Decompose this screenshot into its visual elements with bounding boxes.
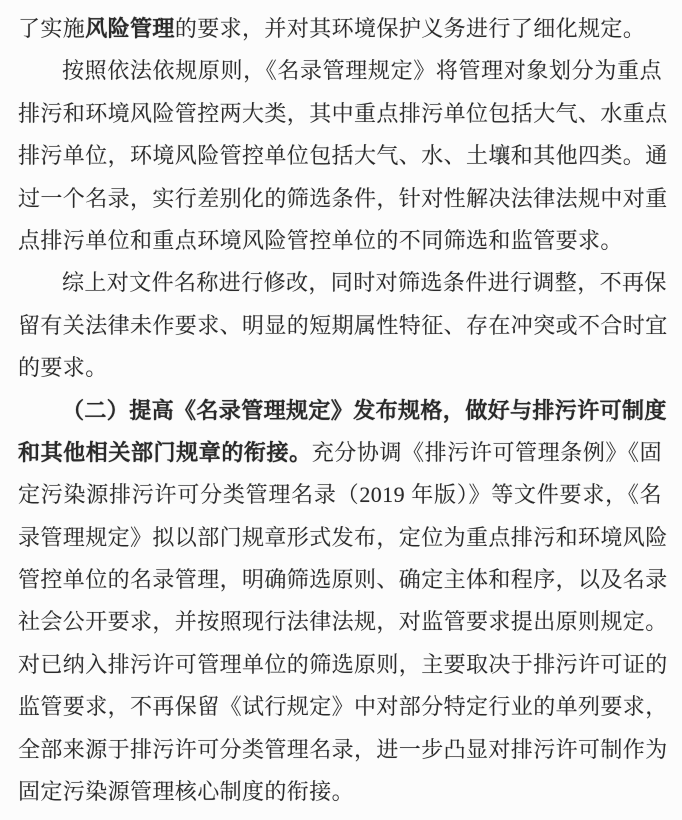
text-line xyxy=(18,644,668,686)
text-run: 的要求，并对其环境保护义务进行了细化规定。 xyxy=(174,16,646,41)
text-run: 排污单位，环境风险管控单位包括大气、水、土壤和其他四类。通 xyxy=(18,143,668,169)
text-line xyxy=(18,729,668,771)
text-line xyxy=(18,135,668,177)
text-run: 按照依法依规原则，《名录管理规定》将管理对象划分为重点 xyxy=(62,58,662,84)
text-run-bold: （二）提高《名录管理规定》发布规格，做好与排污许可制度 xyxy=(62,397,667,423)
text-run: 的要求。 xyxy=(18,355,108,381)
text-run: 点排污单位和重点环境风险管控单位的不同筛选和监管要求。 xyxy=(18,227,623,253)
text-run: 管控单位的名录管理，明确筛选原则、确定主体和程序，以及名录 xyxy=(18,567,668,593)
text-line xyxy=(18,262,667,304)
text-run: 综上对文件名称进行修改，同时对筛选条件进行调整，不再保 xyxy=(62,270,667,296)
text-run: 对已纳入排污许可管理单位的筛选原则，主要取决于排污许可证的 xyxy=(18,651,668,677)
text-line xyxy=(18,305,668,347)
text-run: 排污和环境风险管控两大类，其中重点排污单位包括大气、水重点 xyxy=(18,100,668,126)
text-line xyxy=(18,347,662,389)
text-run: 了实施 xyxy=(18,16,86,41)
text-run: 社会公开要求，并按照现行法律法规，对监管要求提出原则规定。 xyxy=(18,609,668,635)
text-line xyxy=(18,517,668,559)
text-line xyxy=(18,771,662,813)
text-run: 录管理规定》拟以部门规章形式发布，定位为重点排污和环境风险 xyxy=(18,524,668,550)
text-line xyxy=(18,686,668,728)
text-line xyxy=(18,474,662,516)
text-run: 全部来源于排污许可分类管理名录，进一步凸显对排污许可制作为 xyxy=(18,736,668,762)
text-run: 充分协调《排污许可管理条例》《固 xyxy=(311,439,663,465)
text-run: 留有关法律未作要求、明显的短期属性特征、存在冲突或不合时宜 xyxy=(18,312,668,338)
text-line xyxy=(18,8,662,50)
text-line xyxy=(18,432,662,474)
text-run-bold: 和其他相关部门规章的衔接。 xyxy=(18,439,312,465)
text-line xyxy=(18,93,668,135)
text-line xyxy=(18,601,668,643)
text-line section-heading xyxy=(18,390,667,432)
text-line xyxy=(18,50,662,92)
text-line xyxy=(18,220,662,262)
text-line xyxy=(18,559,668,601)
text-run-bold: 风险管理 xyxy=(85,16,175,41)
text-run: 过一个名录，实行差别化的筛选条件，针对性解决法律法规中对重 xyxy=(18,185,668,211)
text-run: 定污染源排污许可分类管理名录（2019 年版）》等文件要求，《名 xyxy=(18,482,662,508)
text-run: 固定污染源管理核心制度的衔接。 xyxy=(18,779,355,805)
text-line xyxy=(18,178,668,220)
text-run: 监管要求，不再保留《试行规定》中对部分特定行业的单列要求， xyxy=(18,694,668,720)
